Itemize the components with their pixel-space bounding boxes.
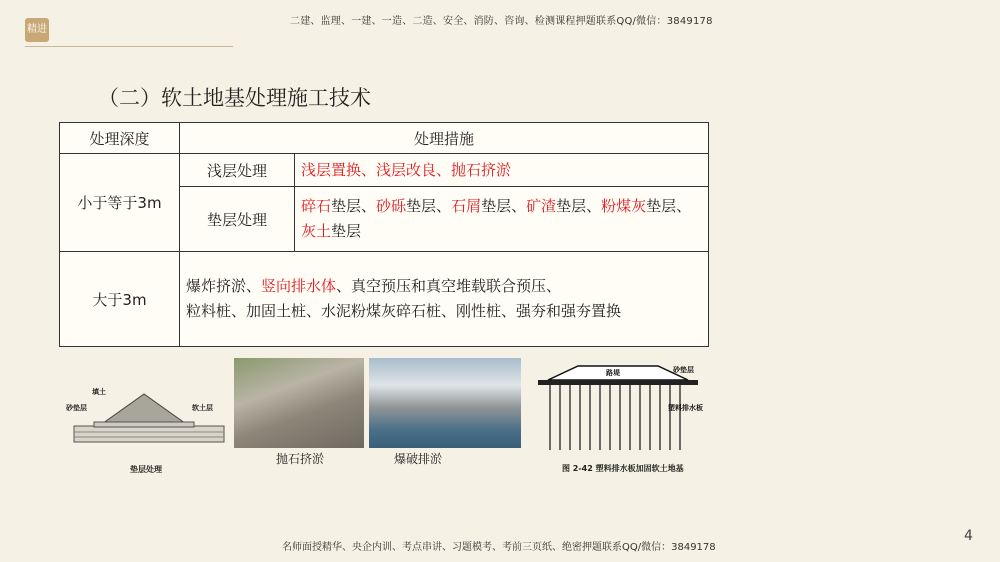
header-measures: 处理措施	[180, 123, 709, 154]
logo: 精进	[25, 18, 49, 42]
header-divider	[25, 46, 233, 47]
measure-text: 竖向排水体	[261, 277, 337, 295]
page-title: （二）软土地基处理施工技术	[98, 86, 371, 110]
deep-measures	[180, 252, 709, 347]
measure-text: 爆炸挤淤、	[186, 277, 262, 295]
fig1-caption: 垫层处理	[130, 465, 162, 474]
measure-text: 砂砾	[376, 197, 407, 215]
fill-label: 填土	[92, 388, 106, 396]
table-header-row	[60, 123, 709, 154]
measure-text: 垫层	[331, 222, 362, 240]
fig4-caption: 图 2-42 塑料排水板加固软土地基	[562, 464, 684, 473]
measure-text: 垫层、	[406, 197, 452, 215]
fig3-caption: 爆破排淤	[394, 452, 443, 466]
sub-type-cell: 浅层处理	[180, 154, 295, 187]
measure-text: 碎石	[301, 197, 332, 215]
measure-text: 灰土	[301, 222, 332, 240]
riprap-photo	[234, 358, 364, 448]
depth-cell: 大于3m	[60, 252, 180, 347]
measure-text: 垫层、	[331, 197, 377, 215]
depth-cell: 小于等于3m	[60, 154, 180, 252]
road-label: 路堤	[606, 369, 620, 377]
cushion-measures	[295, 187, 709, 252]
measure-text: 垫层、	[646, 197, 692, 215]
top-banner: 二建、监理、一建、一造、二造、安全、消防、咨询、检测课程押题联系QQ/微信：3849178	[290, 16, 713, 27]
cushion-diagram	[64, 382, 229, 452]
measure-text: 矿渣	[526, 197, 557, 215]
deep-measures-line2: 粒料桩、加固土桩、水泥粉煤灰碎石桩、刚性桩、强夯和强夯置换	[186, 302, 622, 320]
sand-layer-label: 砂垫层	[673, 366, 694, 374]
soft-label: 软土层	[192, 404, 213, 412]
sand-label: 砂垫层	[66, 404, 87, 412]
drainage-board-diagram	[528, 358, 708, 458]
table-row	[60, 154, 709, 187]
fig2-caption: 抛石挤淤	[276, 452, 325, 466]
measure-text: 垫层、	[481, 197, 527, 215]
bottom-banner: 名师面授精华、央企内训、考点串讲、习题模考、考前三页纸、绝密押题联系QQ/微信：3849178	[282, 542, 716, 553]
deep-measures-line1	[186, 274, 702, 299]
header-depth: 处理深度	[60, 123, 180, 154]
treatment-table	[59, 122, 709, 347]
table-row	[60, 252, 709, 347]
board-label: 塑料排水板	[668, 404, 703, 412]
page-number: 4	[964, 528, 973, 544]
measure-text: 垫层、	[556, 197, 602, 215]
measure-text: 、真空预压和真空堆载联合预压、	[336, 277, 562, 295]
sub-type-cell: 垫层处理	[180, 187, 295, 252]
measure-text: 石屑	[451, 197, 482, 215]
measure-text: 粉煤灰	[601, 197, 647, 215]
blasting-photo	[369, 358, 521, 448]
shallow-measures: 浅层置换、浅层改良、抛石挤淤	[295, 154, 709, 187]
